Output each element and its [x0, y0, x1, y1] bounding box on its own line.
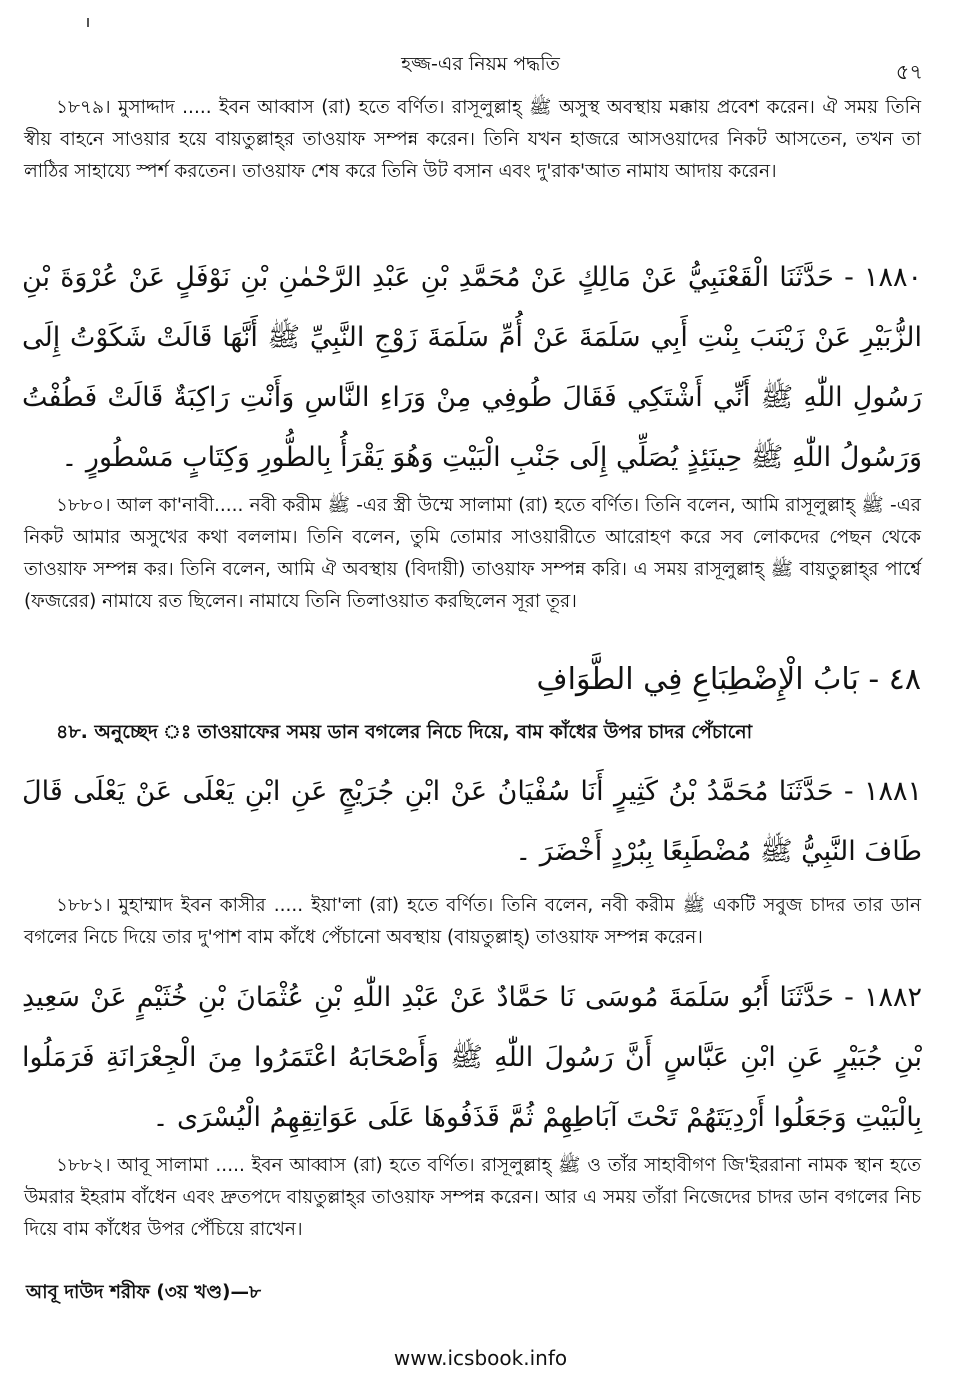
hadith-1882-arabic: ١٨٨٢ - حَدَّثَنَا أَبُو سَلَمَةَ مُوسَى نَا حَمَّادٌ عَنْ عَبْدِ اللّٰهِ بْنِ عُثْمَانَ بْنِ خُثَيْمٍ عَنْ سَعِيدِ بْنِ جُبَيْرٍ عَنِ ابْنِ عَبَّاسٍ أَنَّ رَسُولَ اللّٰهِ ﷺ وَأَصْحَابَهُ اعْتَمَرُوا مِنَ الْجِعْرَانَةِ فَرَمَلُوا بِالْبَيْتِ وَجَعَلُوا أَرْدِيَتَهُمْ تَحْتَ آبَاطِهِمْ ثُمَّ قَذَفُوهَا عَلَى عَوَاتِقِهِمُ الْيُسْرَى ۔ [22, 982, 922, 1133]
website-footer[interactable]: www.icsbook.info [393, 1346, 568, 1370]
running-header: হজ্জ-এর নিয়ম পদ্ধতি [401, 53, 560, 75]
hadith-1880-bengali: ১৮৮০। আল কা'নাবী..... নবী করীম ﷺ -এর স্ত্রী উম্মে সালামা (রা) হতে বর্ণিত। তিনি বলেন, আমি রাসূলুল্লাহ্ ﷺ -এর নিকট আমার অসুখের কথা বললাম। তিনি বলেন, তুমি তোমার সাওয়ারীতে আরোহণ করে সব লোকদের পেছন থেকে তাওয়াফ সম্পন্ন কর। তিনি বলেন, আমি ঐ অবস্থায় (বিদায়ী) তাওয়াফ সম্পন্ন করি। এ সময় রাসূলুল্লাহ্ ﷺ বায়তুল্লাহ্‌র পার্শ্বে (ফজরের) নামাযে রত ছিলেন। নামাযে তিনি তিলাওয়াত করছিলেন সূরা তূর। [24, 495, 921, 612]
hadith-1882-bengali: ১৮৮২। আবূ সালামা ..... ইবন আব্বাস (রা) হতে বর্ণিত। রাসূলুল্লাহ্ ﷺ ও তাঁর সাহাবীগণ জি'ইররানা নামক স্থান হতে উমরার ইহরাম বাঁধেন এবং দ্রুতপদে বায়তুল্লাহ্‌র তাওয়াফ সম্পন্ন করেন। আর এ সময় তাঁরা নিজেদের চাদর ডান বগলের নিচ দিয়ে বাম কাঁধের উপর পেঁচিয়ে রাখেন। [24, 1155, 921, 1240]
chapter-heading-bengali: ৪৮. অনুচ্ছেদ ঃ তাওয়াফের সময় ডান বগলের নিচে দিয়ে, বাম কাঁধের উপর চাদর পেঁচানো [56, 721, 753, 743]
page-number: ৫৭ [895, 60, 923, 84]
hadith-1879-bengali: ১৮৭৯। মুসাদ্দাদ ..... ইবন আব্বাস (রা) হতে বর্ণিত। রাসূলুল্লাহ্ ﷺ অসুস্থ অবস্থায় মক্কায় প্রবেশ করেন। ঐ সময় তিনি স্বীয় বাহনে সাওয়ার হয়ে বায়তুল্লাহ্‌র তাওয়াফ সম্পন্ন করেন। তিনি যখন হাজরে আসওয়াদের নিকট আসতেন, তখন তা লাঠির সাহায্যে স্পর্শ করতেন। তাওয়াফ শেষ করে তিনি উট বসান এবং দু'রাক'আত নামায আদায় করেন। [24, 97, 921, 182]
hadith-1881-arabic: ١٨٨١ - حَدَّثَنَا مُحَمَّدُ بْنُ كَثِيرٍ أَنَا سُفْيَانُ عَنْ ابْنِ جُرَيْجٍ عَنِ ابْنِ يَعْلَى عَنْ يَعْلَى قَالَ طَافَ النَّبِيُّ ﷺ مُضْطَبِعًا بِبُرْدٍ أَخْضَرَ ۔ [22, 776, 922, 867]
hadith-1880-arabic: ١٨٨٠ - حَدَّثَنَا الْقَعْنَبِيُّ عَنْ مَالِكٍ عَنْ مُحَمَّدِ بْنِ عَبْدِ الرَّحْمٰنِ بْنِ نَوْفَلٍ عَنْ عُرْوَةَ بْنِ الزُّبَيْرِ عَنْ زَيْنَبَ بِنْتِ أَبِي سَلَمَةَ عَنْ أُمِّ سَلَمَةَ زَوْجِ النَّبِيِّ ﷺ أَنَّهَا قَالَتْ شَكَوْتُ إِلَى رَسُولِ اللّٰهِ ﷺ أَنِّي أَشْتَكِي فَقَالَ طُوفِي مِنْ وَرَاءِ النَّاسِ وَأَنْتِ رَاكِبَةٌ قَالَتْ فَطُفْتُ وَرَسُولُ اللّٰهِ ﷺ حِينَئِذٍ يُصَلِّي إِلَى جَنْبِ الْبَيْتِ وَهُوَ يَقْرَأُ بِالطُّورِ وَكِتَابٍ مَسْطُورٍ ۔ [22, 262, 922, 473]
scan-mark [87, 18, 89, 27]
hadith-1881-bengali: ১৮৮১। মুহাম্মাদ ইবন কাসীর ..... ইয়া'লা (রা) হতে বর্ণিত। তিনি বলেন, নবী করীম ﷺ একটি সবুজ চাদর তার ডান বগলের নিচে দিয়ে তার দু'পাশ বাম কাঁধে পেঁচানো অবস্থায় (বায়তুল্লাহ্) তাওয়াফ সম্পন্ন করেন। [24, 895, 921, 948]
book-footer: আবূ দাউদ শরীফ (৩য় খণ্ড)—৮ [26, 1282, 261, 1303]
chapter-heading-arabic: ٤٨ - بَابُ الْإِضْطِبَاعِ فِي الطَّوَافِ [536, 662, 921, 697]
